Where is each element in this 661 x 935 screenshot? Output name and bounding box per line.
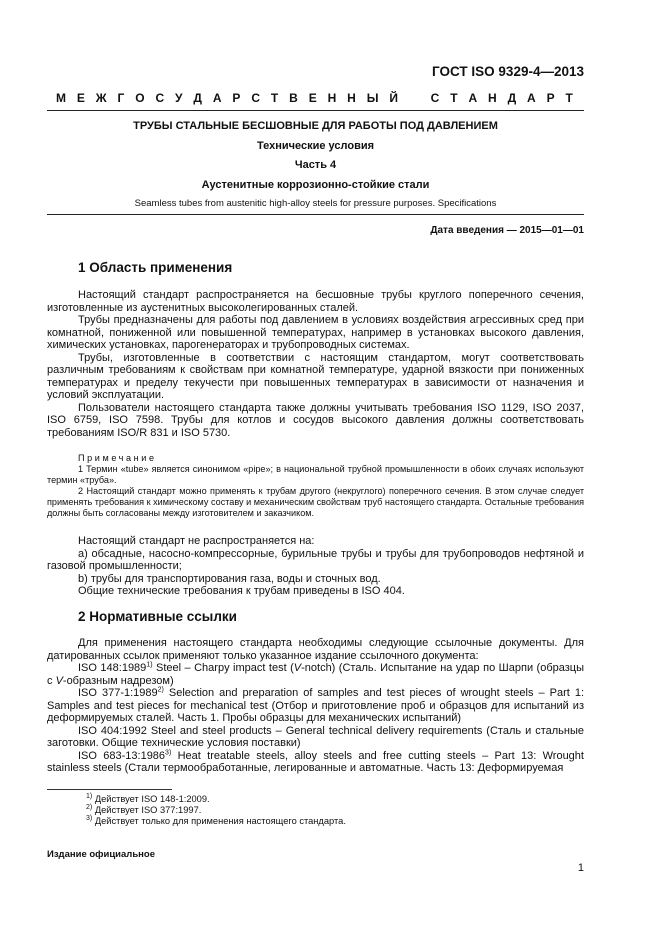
reference-text: Selection and preparation of samples and test pieces of wrought steels – Part 1: Samples and test pieces for mechanical test (Отбор и приготовление проб и образцов для испытаний из деформируемых сталей. Часть 1. Пробы образцы для механических испытаний) (47, 687, 584, 724)
reference-code: ISO 683-13:1986 (78, 749, 166, 762)
footnote-text: Действует только для применения настоящего стандарта. (92, 816, 346, 826)
list-item: b) трубы для транспортирования газа, воды и сточных вод. (78, 572, 381, 585)
banner-letter: Р (546, 91, 555, 105)
paragraph: Для применения настоящего стандарта необходимы следующие ссылочные документы. Для датированных ссылок применяют только указанное издание ссылочного документа: (47, 637, 584, 662)
footnote (86, 816, 346, 827)
footnote-text: Действует ISO 377:1997. (92, 805, 202, 815)
note-label: Примечание (78, 453, 157, 463)
banner-letter: Й (389, 91, 398, 105)
footnote-text: Действует ISO 148-1:2009. (92, 794, 210, 804)
reference-italic: V (55, 674, 63, 687)
introduction-date: Дата введения — 2015—01—01 (430, 225, 584, 236)
document-subtitle: Технические условия (256, 140, 375, 152)
banner-letter: Г (117, 91, 125, 105)
banner-letter: В (289, 91, 298, 105)
banner-letter: Т (565, 91, 573, 105)
reference-code: ISO 148:1989 (78, 662, 147, 674)
footnotes (86, 794, 346, 827)
banner-letter: Д (507, 91, 517, 105)
reference-text: -notch) (Сталь. Испытание на удар по Шарпи (образцы с (47, 662, 584, 687)
footnote-mark: 3) (86, 814, 93, 822)
banner-letter: Н (347, 91, 356, 105)
footnote-mark: 3) (165, 748, 172, 756)
footnote (86, 794, 346, 805)
banner-letter: А (468, 91, 478, 105)
section-1-exclusions (47, 535, 584, 598)
banner-letter: М (56, 91, 66, 105)
reference-text: Heat treatable steels, alloy steels and free cutting steels – Part 13: Wrought stainless steels (Стали термообработанные, легированные и автоматные. Часть 13: Деформируемая (47, 749, 584, 774)
document-title: ТРУБЫ СТАЛЬНЫЕ БЕСШОВНЫЕ ДЛЯ РАБОТЫ ПОД ДАВЛЕНИЕМ (133, 120, 498, 132)
banner-letter: А (527, 91, 536, 105)
footnote-mark: 1) (146, 661, 153, 669)
paragraph: Настоящий стандарт не распространяется на: (78, 535, 315, 547)
english-title: Seamless tubes from austenitic high-alloy steels for pressure purposes. Specifications (134, 198, 497, 209)
header-rule (47, 110, 584, 111)
official-edition-label: Издание официальное (47, 849, 155, 860)
banner-letter: Н (327, 91, 337, 105)
list-item: а) обсадные, насосно-компрессорные, бурильные трубы и трубы для трубопроводов нефтяной и газовой промышленности; (47, 547, 584, 572)
banner-letter: Е (308, 91, 317, 105)
footnote (86, 805, 346, 816)
banner-letter: Е (76, 91, 85, 105)
banner-letter: Д (193, 91, 202, 105)
banner-letter: А (212, 91, 222, 105)
title-rule (47, 214, 584, 215)
banner-letter: С (430, 91, 440, 105)
footnote-rule (47, 789, 172, 790)
reference-item (47, 662, 584, 687)
reference-item (47, 725, 584, 750)
reference-item (47, 687, 584, 725)
note-item: 2 Настоящий стандарт можно применять к трубам другого (некруглого) поперечного сечения. В этом случае следует применять требования к химическому составу и механическим свойствам труб настоящего стандарта. Остальные требования должны быть согласованы между изготовителем и заказчиком. (47, 486, 584, 518)
paragraph: Общие технические требования к трубам приведены в ISO 404. (78, 585, 405, 597)
reference-text: Steel – Charpy impact test ( (152, 662, 294, 674)
banner-letter: Р (232, 91, 241, 105)
page-number: 1 (577, 862, 584, 874)
standard-number: ГОСТ ISO 9329-4—2013 (432, 64, 584, 79)
reference-code: ISO 377-1:1989 (78, 687, 158, 699)
document-part-title: Аустенитные коррозионно-стойкие стали (201, 179, 430, 191)
note-item: 1 Термин «tube» является синонимом «pipe»; в национальной трубной промышленности в обоих случаях используют термин «труба». (47, 464, 584, 485)
banner-letter: У (175, 91, 183, 105)
banner-letter: Т (450, 91, 458, 105)
reference-code: ISO 404:1992 (78, 724, 147, 737)
reference-text: -образным надрезом) (62, 674, 174, 687)
banner-letter: С (251, 91, 260, 105)
section-2-body (47, 637, 584, 775)
section-1-body (47, 289, 584, 439)
document-part: Часть 4 (294, 159, 337, 171)
footnote-mark: 2) (86, 803, 93, 811)
paragraph: Трубы предназначены для работы под давлением в условиях воздействия агрессивных сред при комнатной, пониженной или повышенной температурах, например в установках высокого давления, химических установках, парогенераторах и трубопроводных системах. (47, 314, 584, 351)
footnote-mark: 1) (86, 792, 93, 800)
section-1-heading: 1 Область применения (78, 260, 233, 275)
interstate-standard-banner (56, 91, 573, 105)
banner-letter: Т (270, 91, 279, 105)
banner-letter: Ы (366, 91, 379, 105)
reference-italic: V (293, 662, 302, 674)
banner-letter: Н (488, 91, 497, 105)
banner-letter: С (155, 91, 165, 105)
reference-item (47, 750, 584, 775)
reference-text: Steel and steel products – General technical delivery requirements (Сталь и стальные заготовки. Общие технические условия поставки) (47, 724, 584, 749)
section-2-heading: 2 Нормативные ссылки (78, 609, 237, 624)
section-1-notes (47, 453, 584, 519)
banner-letter: О (135, 91, 145, 105)
banner-letter: Ж (95, 91, 107, 105)
footnote-mark: 2) (157, 686, 164, 694)
paragraph: Пользователи настоящего стандарта также должны учитывать требования ISO 1129, ISO 2037, ISO 6759, ISO 7598. Трубы для котлов и сосудов высокого давления должны соответствовать требованиям ISO/R 831 и ISO 5730. (47, 401, 584, 439)
paragraph: Настоящий стандарт распространяется на бесшовные трубы круглого поперечного сечения, изготовленные из аустенитных высоколегированных сталей. (47, 289, 584, 314)
paragraph: Трубы, изготовленные в соответствии с настоящим стандартом, могут соответствовать различным требованиям к свойствам при комнатной температуре, ударной вязкости при пониженных температурах и пределу текучести при повышенных температурах в зависимости от назначения и условий эксплуатации. (47, 351, 584, 401)
